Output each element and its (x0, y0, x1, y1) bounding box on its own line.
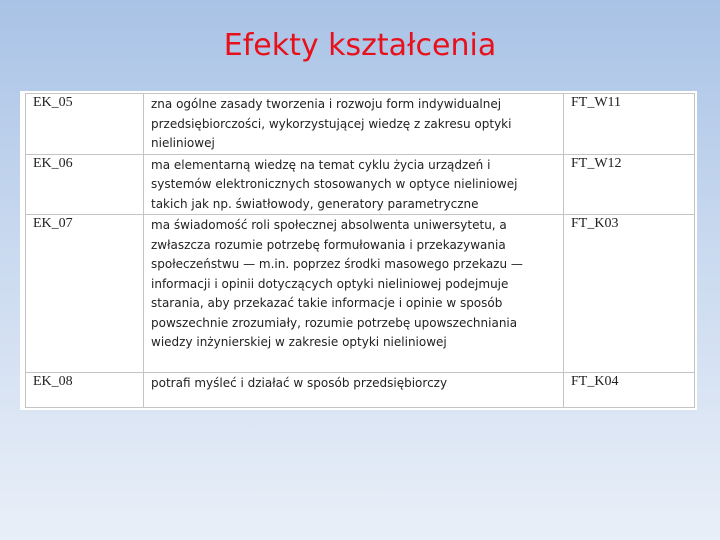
description-line: systemów elektronicznych stosowanych w optyce nieliniowej (151, 177, 518, 191)
outcome-code: EK_05 (26, 94, 144, 155)
description-line: zwłaszcza rozumie potrzebę formułowania i przekazywania (151, 237, 506, 252)
description-line: potrafi myśleć i działać w sposób przedsiębiorczy (151, 376, 448, 390)
description-line: informacji i opinii dotyczących optyki nieliniowej podejmuje (151, 276, 509, 291)
outcome-code: EK_08 (26, 373, 144, 408)
outcome-description (144, 94, 564, 155)
table-row (26, 373, 695, 408)
table-row (26, 215, 695, 373)
outcome-code: EK_06 (26, 154, 144, 215)
table-row (26, 154, 695, 215)
description-line: nieliniowej (151, 136, 215, 150)
description-line: takich jak np. światłowody, generatory parametryczne (151, 196, 479, 211)
description-line: przedsiębiorczości, wykorzystującej wiedzę z zakresu optyki (151, 116, 512, 131)
outcome-reference: FT_K04 (564, 373, 695, 408)
learning-outcomes-table (25, 93, 695, 408)
description-line: starania, aby przekazać takie informacje i opinie w sposób (151, 296, 503, 310)
outcome-reference: FT_W11 (564, 94, 695, 155)
outcome-reference: FT_K03 (564, 215, 695, 373)
outcome-code: EK_07 (26, 215, 144, 373)
table-row (26, 94, 695, 155)
outcome-reference: FT_W12 (564, 154, 695, 215)
description-line: ma świadomość roli społecznej absolwenta uniwersytetu, a (151, 218, 507, 232)
description-line: ma elementarną wiedzę na temat cyklu życia urządzeń i (151, 157, 491, 172)
description-line: powszechnie zrozumiały, rozumie potrzebę upowszechniania (151, 315, 518, 330)
outcome-description (144, 373, 564, 408)
description-line: zna ogólne zasady tworzenia i rozwoju form indywidualnej (151, 97, 502, 111)
slide-title: Efekty kształcenia (223, 28, 497, 63)
outcome-description (144, 154, 564, 215)
outcome-description (144, 215, 564, 373)
learning-outcomes-table-panel (20, 91, 697, 410)
description-line: społeczeństwu — m.in. poprzez środki masowego przekazu — (151, 257, 523, 271)
description-line: wiedzy inżynierskiej w zakresie optyki nieliniowej (151, 335, 447, 349)
